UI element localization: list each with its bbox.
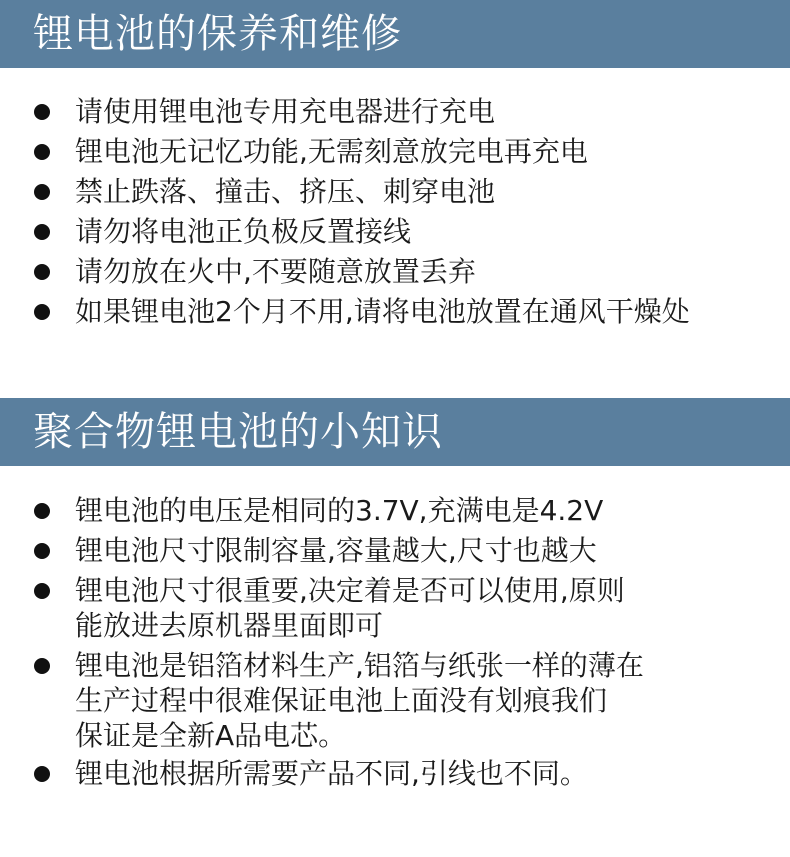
bullet-icon: [34, 184, 50, 200]
section-header-maintenance: [0, 0, 790, 68]
bullet-icon: [34, 224, 50, 240]
list-item-text: 锂电池尺寸限制容量,容量越大,尺寸也越大: [75, 534, 597, 567]
bullet-icon: [34, 264, 50, 280]
list-item-text: 锂电池根据所需要产品不同,引线也不同。: [75, 757, 588, 790]
list-item-text: 锂电池的电压是相同的3.7V,充满电是4.2V: [75, 494, 604, 527]
list-item-text: 请勿放在火中,不要随意放置丢弃: [75, 255, 476, 288]
list-item-text: 请使用锂电池专用充电器进行充电: [75, 95, 496, 128]
bullet-icon: [34, 766, 50, 782]
bullet-icon: [34, 583, 50, 599]
list-item-text: 禁止跌落、撞击、挤压、刺穿电池: [75, 175, 496, 208]
list-item-text: 锂电池是铝箔材料生产,铝箔与纸张一样的薄在 生产过程中很难保证电池上面没有划痕我们 保证是全新A品电芯。: [75, 649, 644, 752]
section-header-knowledge: [0, 398, 790, 466]
list-item-text: 锂电池尺寸很重要,决定着是否可以使用,原则 能放进去原机器里面即可: [75, 574, 625, 642]
list-item-text: 锂电池无记忆功能,无需刻意放完电再充电: [75, 135, 588, 168]
section-title-maintenance: 锂电池的保养和维修: [33, 11, 402, 57]
bullet-icon: [34, 304, 50, 320]
bullet-icon: [34, 543, 50, 559]
bullet-icon: [34, 658, 50, 674]
bullet-icon: [34, 503, 50, 519]
list-item-text: 请勿将电池正负极反置接线: [75, 215, 412, 248]
section-title-knowledge: 聚合物锂电池的小知识: [33, 409, 443, 455]
bullet-icon: [34, 144, 50, 160]
list-item-text: 如果锂电池2个月不用,请将电池放置在通风干燥处: [75, 295, 690, 328]
bullet-icon: [34, 104, 50, 120]
